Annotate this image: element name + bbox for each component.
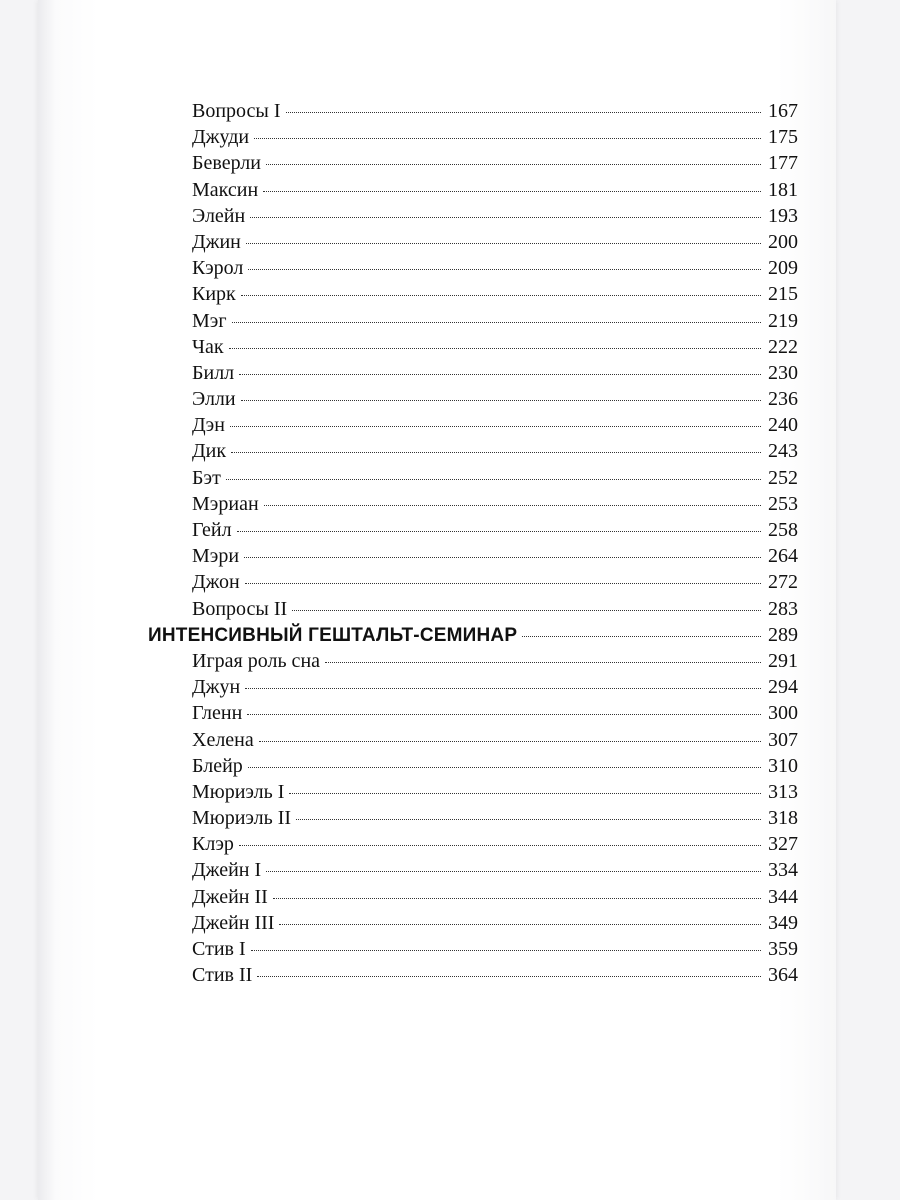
toc-entry-title: Мюриэль II <box>192 807 292 830</box>
dot-leader <box>273 898 761 899</box>
dot-leader <box>266 164 761 165</box>
toc-page-number: 222 <box>768 335 798 358</box>
toc-entry <box>148 779 798 805</box>
toc-entry <box>148 753 798 779</box>
toc-entry <box>148 884 798 910</box>
toc-entry-title: Элли <box>192 388 236 411</box>
toc-entry <box>148 177 798 203</box>
toc-page-number: 291 <box>768 649 798 672</box>
dot-leader <box>245 583 761 584</box>
toc-page-number: 307 <box>768 728 798 751</box>
toc-entry <box>148 910 798 936</box>
toc-entry-title: Бэт <box>192 466 221 489</box>
toc-entry <box>148 124 798 150</box>
toc-entry-title: Блейр <box>192 754 243 777</box>
toc-entry-title: Джун <box>192 676 241 699</box>
toc-page-number: 243 <box>768 440 798 463</box>
toc-entry <box>148 229 798 255</box>
dot-leader <box>254 138 761 139</box>
toc-page-number: 193 <box>768 204 798 227</box>
dot-leader <box>247 714 761 715</box>
dot-leader <box>241 295 761 296</box>
dot-leader <box>245 688 761 689</box>
toc-page-number: 283 <box>768 597 798 620</box>
toc-page-number: 240 <box>768 414 798 437</box>
table-of-contents <box>148 98 798 988</box>
toc-entry <box>148 360 798 386</box>
toc-entry <box>148 386 798 412</box>
toc-entry <box>148 962 798 988</box>
toc-entry <box>148 727 798 753</box>
toc-page-number: 349 <box>768 911 798 934</box>
dot-leader <box>286 112 761 113</box>
dot-leader <box>264 505 761 506</box>
dot-leader <box>266 871 761 872</box>
dot-leader <box>296 819 761 820</box>
toc-entry-title: Беверли <box>192 152 261 175</box>
dot-leader <box>263 191 761 192</box>
toc-page-number: 294 <box>768 676 798 699</box>
dot-leader <box>248 767 761 768</box>
toc-entry <box>148 596 798 622</box>
toc-page-number: 200 <box>768 230 798 253</box>
toc-page-number: 264 <box>768 545 798 568</box>
toc-page-number: 310 <box>768 754 798 777</box>
toc-page-number: 219 <box>768 309 798 332</box>
toc-entry-title: Мюриэль I <box>192 780 285 803</box>
toc-entry-title: ИНТЕНСИВНЫЙ ГЕШТАЛЬТ-СЕМИНАР <box>148 624 518 646</box>
toc-entry-title: Гленн <box>192 702 243 725</box>
dot-leader <box>226 479 761 480</box>
toc-entry-title: Чак <box>192 335 224 358</box>
toc-entry <box>148 150 798 176</box>
toc-page-number: 359 <box>768 938 798 960</box>
toc-entry <box>148 517 798 543</box>
toc-entry-title: Гейл <box>192 519 232 541</box>
dot-leader <box>229 348 761 349</box>
toc-entry-title: Джейн I <box>192 859 262 882</box>
toc-entry <box>148 255 798 281</box>
dot-leader <box>231 452 761 453</box>
book-page <box>38 0 836 1200</box>
toc-entry <box>148 308 798 334</box>
toc-page-number: 318 <box>768 807 798 830</box>
dot-leader <box>251 950 761 951</box>
toc-entry <box>148 334 798 360</box>
toc-page-number: 313 <box>768 780 798 803</box>
toc-entry-title: Вопросы I <box>192 100 281 122</box>
toc-entry-title: Клэр <box>192 833 234 856</box>
toc-page-number: 253 <box>768 492 798 515</box>
toc-entry-title: Джон <box>192 571 240 594</box>
toc-page-number: 334 <box>768 859 798 882</box>
toc-entry <box>148 674 798 700</box>
dot-leader <box>239 374 761 375</box>
toc-entry <box>148 491 798 517</box>
dot-leader <box>230 426 761 427</box>
toc-entry <box>148 412 798 438</box>
toc-entry <box>148 936 798 962</box>
dot-leader <box>244 557 761 558</box>
toc-section-heading <box>148 622 798 648</box>
toc-entry <box>148 281 798 307</box>
toc-entry <box>148 438 798 464</box>
toc-page-number: 272 <box>768 571 798 594</box>
toc-entry <box>148 831 798 857</box>
toc-entry-title: Джейн III <box>192 911 275 934</box>
toc-entry-title: Дэн <box>192 414 225 437</box>
toc-entry <box>148 805 798 831</box>
dot-leader <box>232 322 761 323</box>
toc-entry-title: Мэри <box>192 545 240 568</box>
toc-entry-title: Вопросы II <box>192 597 288 620</box>
toc-page-number: 327 <box>768 833 798 856</box>
toc-entry-title: Мэриан <box>192 492 259 515</box>
toc-entry <box>148 465 798 491</box>
toc-entry-title: Джуди <box>192 126 250 149</box>
dot-leader <box>259 741 761 742</box>
toc-page-number: 258 <box>768 519 798 541</box>
toc-page-number: 300 <box>768 702 798 725</box>
dot-leader <box>292 610 761 611</box>
dot-leader <box>325 662 761 663</box>
toc-entry-title: Максин <box>192 178 259 201</box>
toc-page-number: 209 <box>768 257 798 280</box>
toc-page-number: 364 <box>768 964 798 987</box>
toc-entry-title: Хелена <box>192 728 254 751</box>
toc-page-number: 289 <box>768 623 798 646</box>
toc-page-number: 252 <box>768 466 798 489</box>
dot-leader <box>248 269 761 270</box>
toc-entry-title: Играя роль сна <box>192 649 321 672</box>
toc-entry-title: Джин <box>192 230 241 253</box>
dot-leader <box>522 636 761 637</box>
dot-leader <box>257 976 761 977</box>
toc-entry-title: Элейн <box>192 204 246 227</box>
toc-entry-title: Джейн II <box>192 885 268 908</box>
dot-leader <box>250 217 761 218</box>
toc-entry-title: Кирк <box>192 283 236 306</box>
toc-entry-title: Стив II <box>192 964 253 987</box>
toc-page-number: 177 <box>768 152 798 175</box>
toc-entry <box>148 700 798 726</box>
toc-page-number: 167 <box>768 100 798 122</box>
toc-page-number: 181 <box>768 178 798 201</box>
dot-leader <box>239 845 761 846</box>
toc-page-number: 175 <box>768 126 798 149</box>
toc-entry-title: Кэрол <box>192 257 244 280</box>
toc-entry-title: Стив I <box>192 938 246 960</box>
dot-leader <box>237 531 761 532</box>
toc-page-number: 230 <box>768 361 798 384</box>
toc-entry <box>148 543 798 569</box>
dot-leader <box>279 924 761 925</box>
dot-leader <box>246 243 761 244</box>
toc-page-number: 236 <box>768 388 798 411</box>
toc-entry <box>148 203 798 229</box>
toc-entry-title: Мэг <box>192 309 227 332</box>
toc-entry <box>148 857 798 883</box>
toc-entry <box>148 569 798 595</box>
toc-entry-title: Дик <box>192 440 227 463</box>
toc-entry <box>148 648 798 674</box>
toc-entry <box>148 98 798 124</box>
dot-leader <box>241 400 761 401</box>
dot-leader <box>289 793 761 794</box>
toc-page-number: 215 <box>768 283 798 306</box>
toc-entry-title: Билл <box>192 361 235 384</box>
toc-page-number: 344 <box>768 885 798 908</box>
